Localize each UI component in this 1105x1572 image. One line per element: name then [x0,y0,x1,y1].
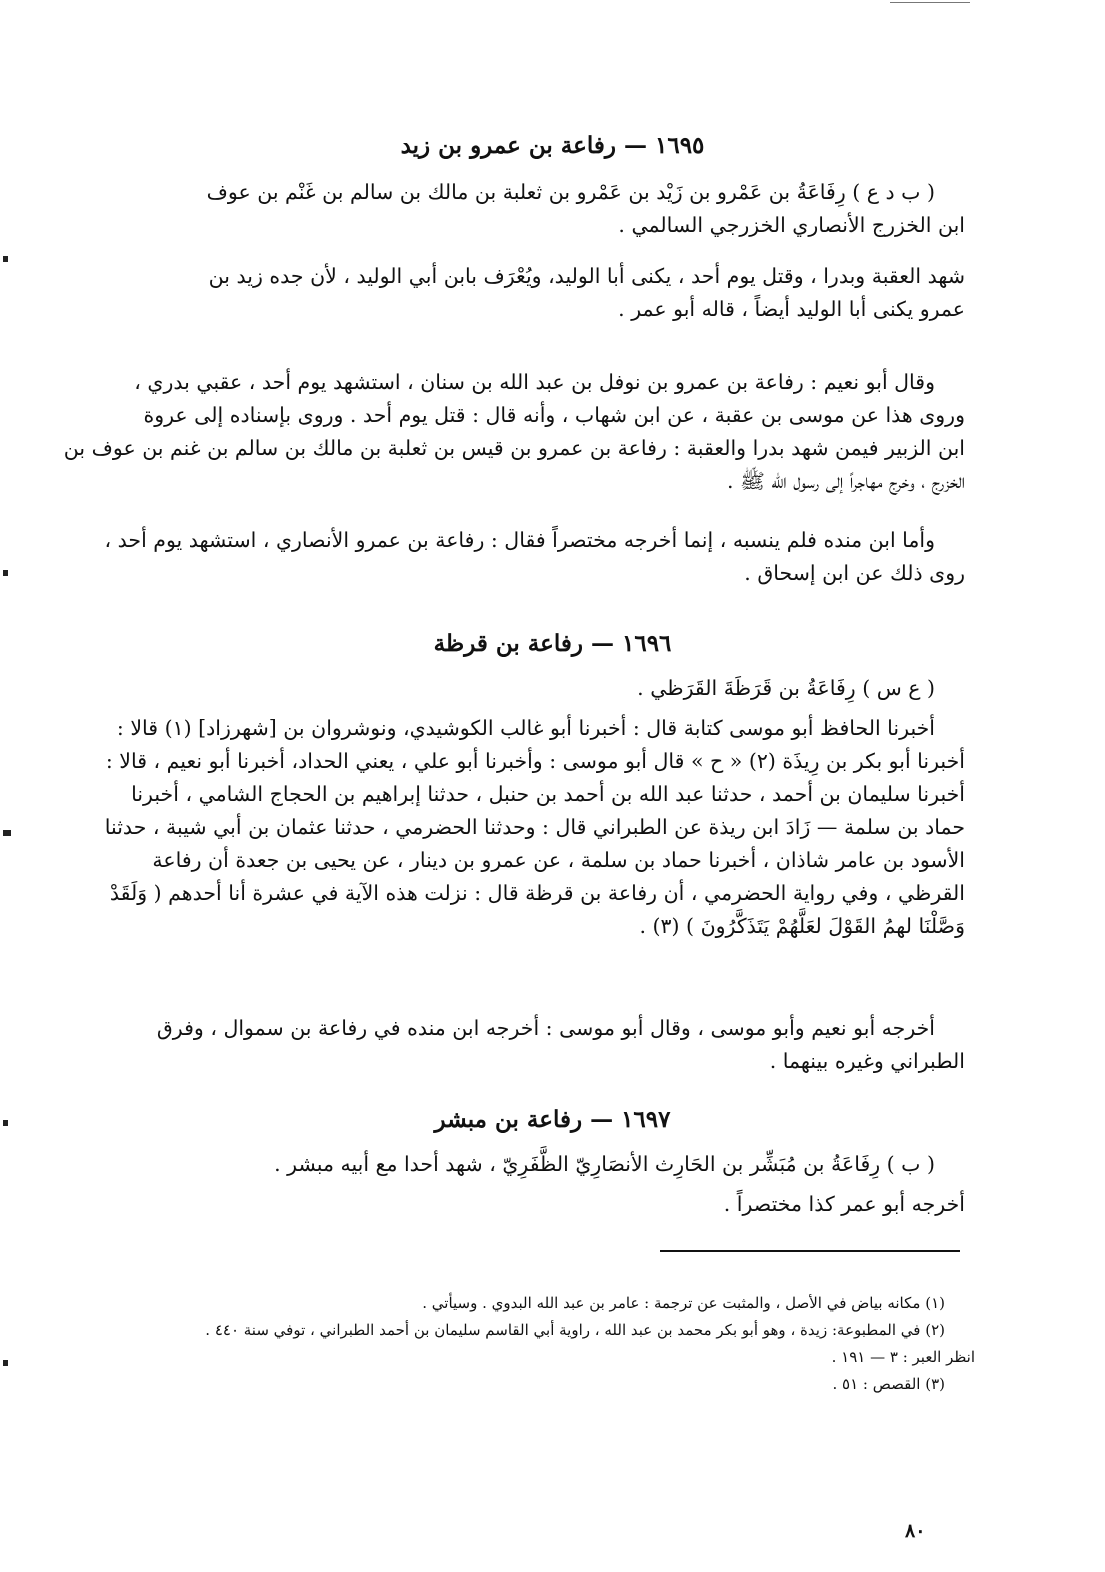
text-line: ( ب ) رِفَاعَةُ بن مُبَشِّر بن الحَارِث الأنصَارِيّ الظَّفَرِيّ ، شهد أحدا مع أبيه مبشر . [274,1152,935,1176]
entry-1695-paragraph-2 [75,260,965,326]
scan-mark [3,830,11,836]
entry-1696-paragraph-3 [75,1012,965,1078]
footnotes [105,1290,975,1398]
page-number: ٨٠ [905,1520,926,1542]
text-line: أخرجه أبو نعيم وأبو موسى ، وقال أبو موسى : أخرجه ابن منده في رفاعة بن سموال ، وفرق [156,1016,935,1040]
text-line: أخرجه أبو عمر كذا مختصراً . [723,1192,965,1216]
text-line: عمرو يكنى أبا الوليد أيضاً ، قاله أبو عمر . [618,297,965,321]
entry-1695-paragraph-4 [75,524,965,590]
text-line: الأسود بن عامر شاذان ، أخبرنا حماد بن سلمة ، عن عمرو بن دينار ، عن يحيى بن جعدة أن رفاعة [152,848,965,872]
text-line: القرظي ، وفي رواية الحضرمي ، أن رفاعة بن قرظة قال : نزلت هذه الآية في عشرة أنا أحدهم ( وَلَقَدْ [109,881,965,905]
text-line: الطبراني وغيره بينهما . [769,1049,965,1073]
text-line: وروى هذا عن موسى بن عقبة ، عن ابن شهاب ، وأنه قال : قتل يوم أحد . وروى بإسناده إلى عروة [143,403,965,427]
top-edge-mark [890,2,970,3]
text-line: روى ذلك عن ابن إسحاق . [744,561,965,585]
entry-1696-paragraph-2 [75,712,965,943]
text-line: أخبرنا أبو بكر بن رِيذَة (٢) « ح » قال أبو موسى : وأخبرنا أبو علي ، يعني الحداد، أخبرنا أبو نعيم ، قالا : [105,749,965,773]
entry-1697-paragraph-1 [75,1148,965,1181]
entry-title-1695: ١٦٩٥ — رفاعة بن عمرو بن زيد [400,132,705,159]
text-line: ابن الخزرج الأنصاري الخزرجي السالمي . [618,213,965,237]
footnote-3: (٣) القصص : ٥١ . [832,1375,945,1393]
footnote-2: (٢) في المطبوعة: زيدة ، وهو أبو بكر محمد بن عبد الله ، راوية أبي القاسم سليمان بن أحمد الطبراني ، توفي سنة ٤٤٠ . [205,1321,945,1339]
text-line: وَصَّلْنَا لهمُ القَوْلَ لعَلَّهُمْ يَتَذَكَّرُونَ ) (٣) . [639,914,965,938]
scan-mark [3,570,8,576]
text-line: وأما ابن منده فلم ينسبه ، إنما أخرجه مختصراً فقال : رفاعة بن عمرو الأنصاري ، استشهد يوم أحد ، [104,528,935,552]
footnote-2-continued: انظر العبر : ٣ — ١٩١ . [831,1348,975,1366]
entry-title-1697: ١٦٩٧ — رفاعة بن مبشر [434,1106,671,1133]
text-line: أخبرنا الحافظ أبو موسى كتابة قال : أخبرنا أبو غالب الكوشيدي، ونوشروان بن [شهرزاد] (١) قالا : [116,716,935,740]
entry-title-1696: ١٦٩٦ — رفاعة بن قرظة [433,630,672,657]
text-line: الخزرج ، وخرج مهاجراً إلى رسول الله ﷺ . [727,469,965,493]
text-line: حماد بن سلمة — زَادَ ابن ريذة عن الطبراني قال : وحدثنا الحضرمي ، حدثنا عثمان بن أبي شيبة ، حدثنا [104,815,965,839]
scan-mark [3,1120,8,1126]
text-line: أخبرنا سليمان بن أحمد ، حدثنا عبد الله بن أحمد بن حنبل ، حدثنا إبراهيم بن الحجاج الشامي ، أخبرنا [131,782,965,806]
text-line: شهد العقبة وبدرا ، وقتل يوم أحد ، يكنى أبا الوليد، ويُعْرَف بابن أبي الوليد ، لأن جده زيد بن [208,264,965,288]
footnote-1: (١) مكانه بياض في الأصل ، والمثبت عن ترجمة : عامر بن عبد الله البدوي . وسيأتي . [422,1294,945,1312]
text-line: وقال أبو نعيم : رفاعة بن عمرو بن نوفل بن عبد الله بن سنان ، استشهد يوم أحد ، عقبي بدري ، [134,370,935,394]
text-line: ( ع س ) رِفَاعَةُ بن قَرَظَةَ القَرَظي . [637,676,935,700]
entry-1695-paragraph-1 [75,176,965,242]
entry-1695-paragraph-3 [63,366,965,498]
scan-mark [3,256,8,262]
text-line: ابن الزبير فيمن شهد بدرا والعقبة : رفاعة بن عمرو بن قيس بن ثعلبة بن مالك بن سالم بن غنم بن عوف بن [63,436,965,460]
entry-1696-paragraph-1 [75,672,965,705]
text-line: ( ب د ع ) رِفَاعَةُ بن عَمْرو بن زَيْد بن عَمْرو بن ثعلبة بن مالك بن سالم بن غَنْم بن عوف [206,180,935,204]
footnote-separator [660,1250,960,1252]
entry-1697-paragraph-2 [105,1188,965,1221]
scan-mark [3,1360,8,1366]
